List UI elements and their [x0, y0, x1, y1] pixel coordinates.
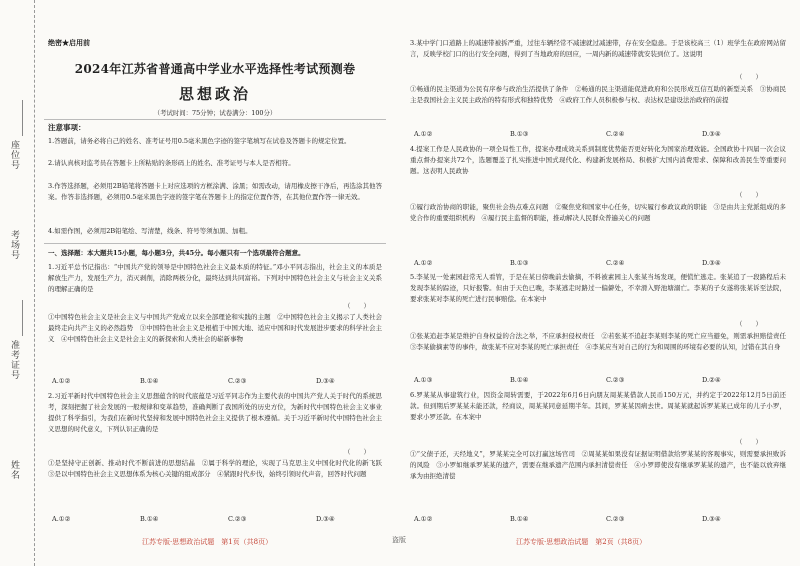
subject-title: 思想政治 [178, 85, 251, 103]
page-2 [406, 0, 793, 566]
exam-room-label: 考场号 [9, 230, 19, 260]
exam-title: 2024年江苏省普通高中学业水平选择性考试预测卷 [74, 62, 356, 76]
question-6-stem: 6.罗某某从事建筑行业，因资金周转需要，于2022年6月6日向朋友周某某借款人民币150万元，并约定于2022年12月5日前还款。但到期后罗某某未能还款，经商议，周某某同意延期半年。其间，罗某某因病去世。周某某就起诉罗某某已成年的儿子小罗，要求小罗还款。在本案中 [410, 391, 786, 421]
admission-line [22, 300, 23, 336]
page-1 [44, 0, 389, 566]
option-b[interactable]: B.①④ [510, 515, 529, 523]
question-1-statements: ①中国特色社会主义是社会主义与中国共产党成立以来全部理论和实践的主题 ②中国特色社会主义揭示了人类社会最终走向共产主义的必然趋势 ③中国特色社会主义是根植于中国大地、适应中国和时代发展进步要求的科学社会主义 ④中国特色社会主义是社会主义的新探索和人类社会的崭新事物 [48, 313, 382, 343]
option-a[interactable]: A.①② [414, 259, 433, 267]
divider [44, 243, 386, 244]
seat-label: 座位号 [9, 140, 19, 170]
question-5-statements: ①张某追赶李某是维护自身权益的合法之举，不应承担侵权责任 ②若张某不追赶李某则李某的死亡应当避免，则需承担赔偿责任 ③李某偷摘素等的事件，故张某不应对李某的死亡承担责任 ④李某应当对自己的行为和周围的环境有必要的认知，过错在其自身 [410, 332, 793, 351]
option-c[interactable]: C.②④ [606, 130, 625, 138]
section-heading: 一、选择题：本大题共15小题，每小题3分，共45分。每小题只有一个选项最符合题意。 [48, 249, 305, 257]
option-c[interactable]: C.②④ [606, 259, 625, 267]
option-b[interactable]: B.①④ [510, 376, 529, 384]
note-item: 1.答题前，请务必将自己的姓名、准考证号用0.5毫米黑色字迹的签字笔填写在试卷及答题卡的规定位置。 [48, 137, 351, 145]
notes-title: 注意事项： [48, 123, 86, 132]
admission-label: 准考证号 [9, 340, 19, 380]
binding-strip [0, 0, 35, 566]
question-2-statements: ①是坚持守正创新、推动时代不断前进的思想结晶 ②属于科学的理论，实现了马克思主义中国化时代化的新飞跃 ③是以中国特色社会主义思想体系为核心关键的组成部分 ④紧跟时代步伐，始终引领时代声音，回答时代问题 [48, 459, 389, 478]
option-d[interactable]: D.③④ [702, 515, 721, 523]
question-3-stem: 3.某中学门口道路上的减速带被拆严重，过往车辆经常不减速就过减速带，存在安全隐患。于是该校高三（1）班学生在政府网站留言，反映学校门口的出行安全问题，得到了当地政府的回应，一周内新的减速带就安装到位了。这说明 [410, 39, 786, 58]
exam-meta: （考试时间：75分钟；试卷满分：100分） [153, 109, 277, 117]
option-c[interactable]: C.②③ [606, 376, 625, 384]
question-6-statements: ①“父债子还，天经地义”，罗某某完全可以打赢这场官司 ②周某某如果没有证据证明借款给罗某某的客观事实，则需要承担败诉的风险 ③小罗如继承罗某某的遗产，需要在继承遗产范围内承担清偿责任 ④小罗即使没有继承罗某某的遗产，也不能以放弃继承为由拒绝清偿 [410, 450, 786, 480]
page-footer: 江苏专版·思想政治试题 第2页（共8页） [516, 538, 647, 546]
answer-paren: （ ） [344, 448, 370, 456]
option-d[interactable]: D.③④ [702, 259, 721, 267]
option-a[interactable]: A.①② [52, 377, 71, 385]
option-d[interactable]: D.③④ [702, 130, 721, 138]
option-a[interactable]: A.①② [52, 515, 71, 523]
question-3-statements: ①畅通的民主渠道为公民有序参与政治生活提供了条件 ②畅通的民主渠道能促进政府和公民形成互信互助的新型关系 ③协商民主是我国社会主义民主政治的特有形式和独特优势 ④政府工作人员积极参与权、表达权是建设法治政府的前提 [410, 85, 786, 104]
option-c[interactable]: C.②③ [606, 515, 625, 523]
answer-paren: （ ） [736, 73, 762, 81]
answer-paren: （ ） [736, 320, 762, 328]
option-d[interactable]: D.③④ [316, 515, 335, 523]
answer-paren: （ ） [736, 191, 762, 199]
divider [44, 119, 386, 120]
question-4-statements: ①履行政治协商的职能，聚焦社会热点难点问题 ②聚焦党和国家中心任务，切实履行参政议政的职能 ③是由共主党派组成的多党合作的重要组织机构 ④履行民主监督的职能，推动解决人民群众普遍关心的问题 [410, 203, 786, 222]
option-a[interactable]: A.①③ [414, 376, 433, 384]
option-d[interactable]: D.③④ [316, 377, 335, 385]
option-a[interactable]: A.①② [414, 130, 433, 138]
name-label: 姓名 [9, 460, 19, 480]
note-item: 2.请认真核对监考员在答题卡上所粘贴的条形码上的姓名、准考证号与本人是否相符。 [48, 159, 295, 167]
question-2-stem: 2.习近平新时代中国特色社会主义思想蕴含的时代底蕴是习近平同志作为主要代表的中国共产党人关于时代的系统思考，深刻把握了社会发展的一般规律和变革趋势，准确判断了我国所处的历史方位，为新时代中国特色社会主义事业提供了科学指引，为我们在新时代坚持和发展中国特色社会主义提供了根本遵循。关于习近平新时代中国特色社会主义思想的时代意义，下列认识正确的是 [48, 392, 382, 433]
option-b[interactable]: B.①③ [510, 259, 529, 267]
question-5-stem: 5.李某见一处素园赶常无人看管，于是在某日傍晚前去偷摘，不料被素园主人张某当场发现，便慌忙逃走。张某追了一段路程后未发现李某的踪迹，只好报警。但由于天色已晚，李某逃走时路过一偏僻处，不幸滑入野池塘溺亡。李某的子女遂将张某诉至法院，要求张某对李某的死亡进行民事赔偿。在本案中 [410, 273, 786, 303]
option-b[interactable]: B.①④ [140, 377, 159, 385]
answer-paren: （ ） [736, 438, 762, 446]
question-4-stem: 4.提案工作是人民政协的一项全局性工作，提案办理成效关系到制度优势能否更好转化为国家治理效能。全国政协十四届一次会议重点督办提案共72个，选题覆盖了扎实推进中国式现代化、构建新发展格局、积极扩大国内消费需求、保障和改善民生等重要问题。这表明人民政协 [410, 145, 786, 175]
note-item: 3.作答选择题，必须用2B铅笔将答题卡上对应选项的方框涂满、涂黑；如需改动，请用橡皮擦干净后，再选涂其他答案。作答非选择题，必须用0.5毫米黑色字迹的签字笔在答题卡上的指定位置作答，在其他位置作答一律无效。 [48, 182, 382, 201]
option-b[interactable]: B.①③ [510, 130, 529, 138]
option-d[interactable]: D.②④ [702, 376, 721, 384]
question-1-stem: 1.习近平总书记指出：“中国共产党的领导是中国特色社会主义最本质的特征。”邓小平同志指出，社会主义的本质是解放生产力，发展生产力，消灭剥削，消除两极分化，最终达到共同富裕。下列对中国特色社会主义与社会主义关系的理解正确的是 [48, 263, 382, 293]
option-a[interactable]: A.①② [414, 515, 433, 523]
note-item: 4.如需作图，必须用2B铅笔绘、写清楚，线条、符号等须加黑、加粗。 [48, 227, 252, 235]
answer-paren: （ ） [344, 302, 370, 310]
page-footer: 江苏专版·思想政治试题 第1页（共8页） [142, 538, 273, 546]
option-c[interactable]: C.②③ [228, 377, 247, 385]
seat-line [22, 100, 23, 136]
option-b[interactable]: B.①④ [140, 515, 159, 523]
option-c[interactable]: C.②③ [228, 515, 247, 523]
watermark-label: 盗版 [392, 536, 406, 544]
secret-tag: 绝密★启用前 [48, 38, 90, 47]
